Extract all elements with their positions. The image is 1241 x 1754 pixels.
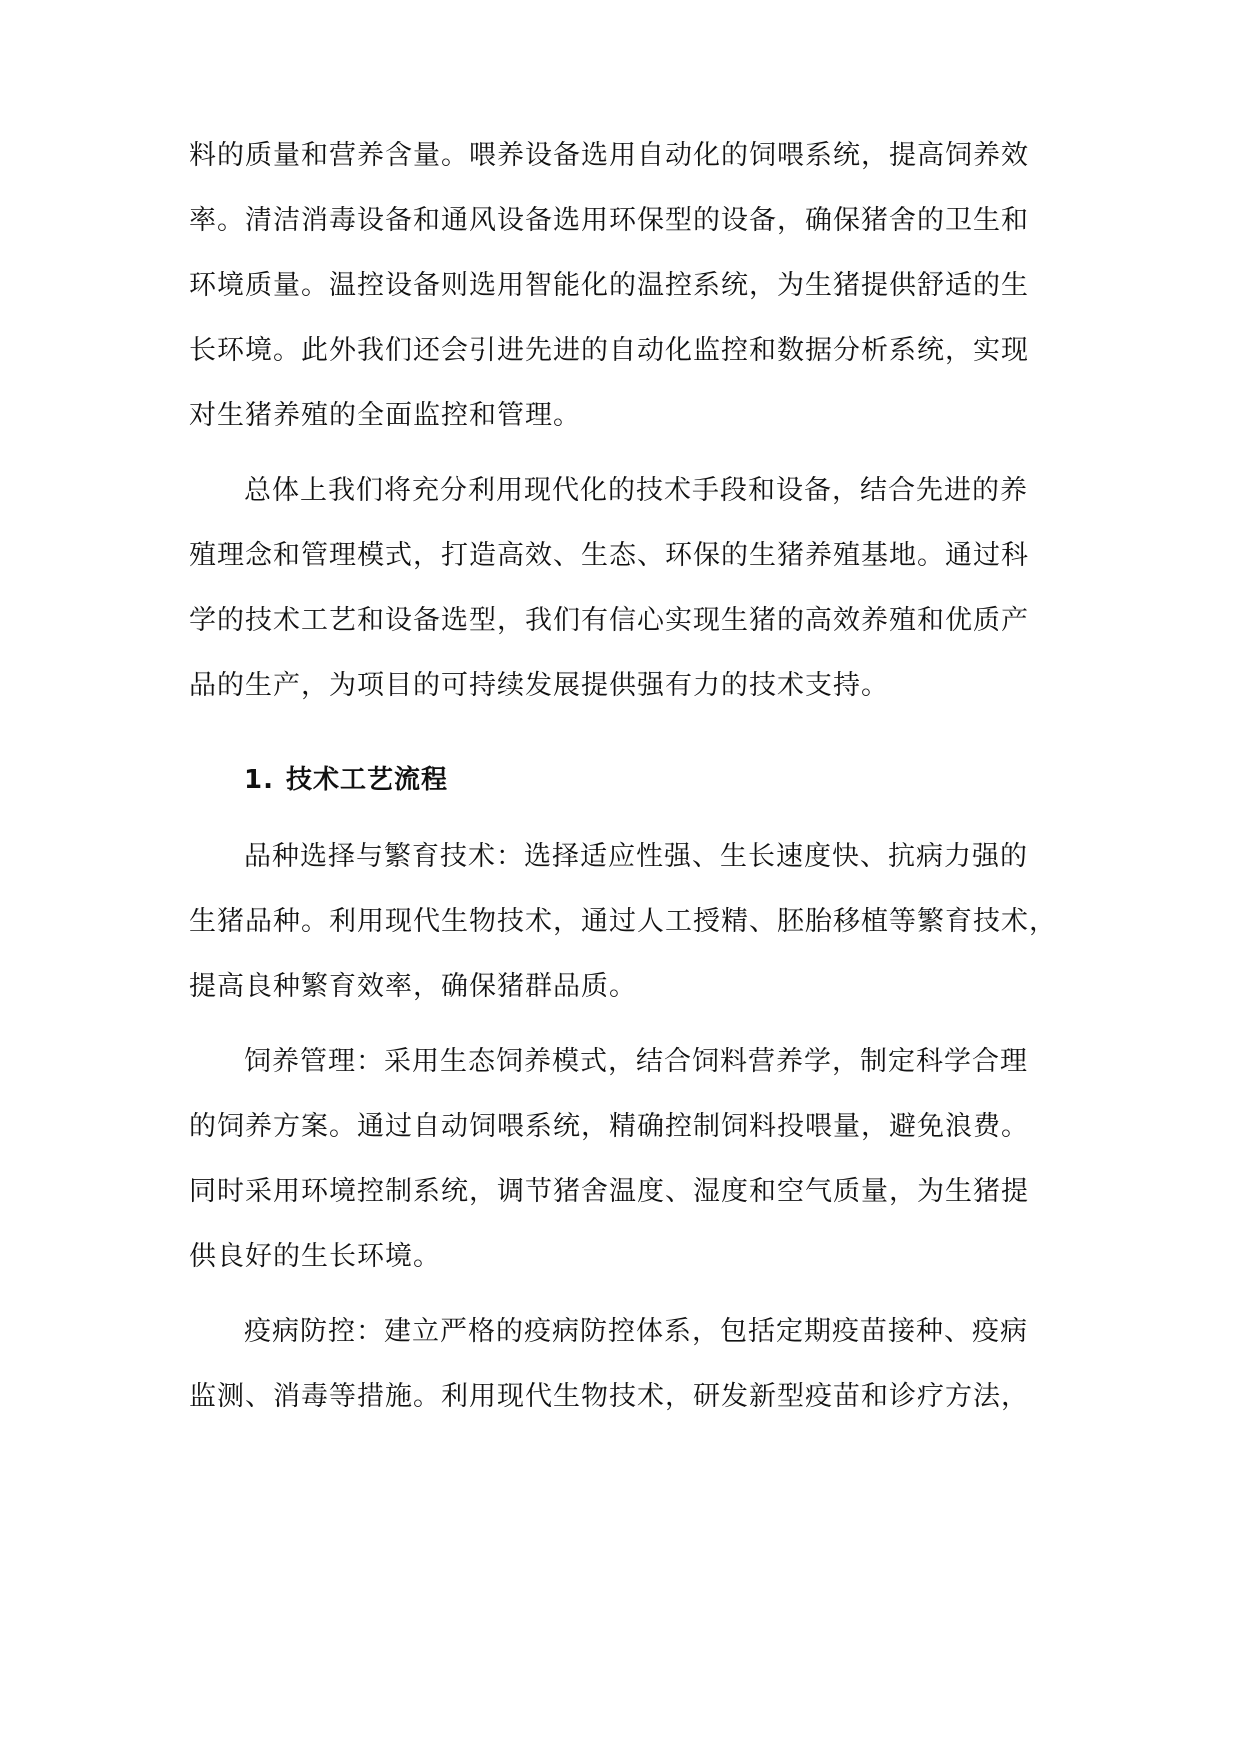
paragraph-2-line-2: 殖理念和管理模式，打造高效、生态、环保的生猪养殖基地。通过科 — [189, 540, 1029, 571]
section-heading — [244, 760, 1049, 800]
paragraph-5-line-1: 疫病防控：建立严格的疫病防控体系，包括定期疫苗接种、疫病 — [244, 1316, 1028, 1347]
paragraph-1-line-1: 料的质量和营养含量。喂养设备选用自动化的饲喂系统，提高饲养效 — [189, 140, 1029, 171]
paragraph-4-line-1: 饲养管理：采用生态饲养模式，结合饲料营养学，制定科学合理 — [244, 1046, 1028, 1077]
paragraph-2-line-3: 学的技术工艺和设备选型，我们有信心实现生猪的高效养殖和优质产 — [189, 605, 1029, 636]
paragraph-2-line-4: 品的生产，为项目的可持续发展提供强有力的技术支持。 — [189, 670, 889, 701]
paragraph-1-line-4: 长环境。此外我们还会引进先进的自动化监控和数据分析系统，实现 — [189, 335, 1029, 366]
paragraph-4-line-4: 供良好的生长环境。 — [189, 1241, 441, 1272]
paragraph-1-line-5: 对生猪养殖的全面监控和管理。 — [189, 400, 581, 431]
paragraph-1-line-3: 环境质量。温控设备则选用智能化的温控系统，为生猪提供舒适的生 — [189, 270, 1029, 301]
paragraph-3-line-1: 品种选择与繁育技术：选择适应性强、生长速度快、抗病力强的 — [244, 841, 1028, 872]
section-heading-title: 技术工艺流程 — [286, 765, 449, 795]
paragraph-5-line-2: 监测、消毒等措施。利用现代生物技术，研发新型疫苗和诊疗方法， — [189, 1381, 1029, 1412]
paragraph-4-line-3: 同时采用环境控制系统，调节猪舍温度、湿度和空气质量，为生猪提 — [189, 1176, 1029, 1207]
paragraph-1-line-2: 率。清洁消毒设备和通风设备选用环保型的设备，确保猪舍的卫生和 — [189, 205, 1029, 236]
section-heading-number: 1. — [244, 765, 274, 795]
paragraph-4-line-2: 的饲养方案。通过自动饲喂系统，精确控制饲料投喂量，避免浪费。 — [189, 1111, 1029, 1142]
paragraph-2-line-1: 总体上我们将充分利用现代化的技术手段和设备，结合先进的养 — [244, 475, 1028, 506]
paragraph-3-line-3: 提高良种繁育效率，确保猪群品质。 — [189, 971, 637, 1002]
paragraph-3-line-2: 生猪品种。利用现代生物技术，通过人工授精、胚胎移植等繁育技术， — [189, 906, 1057, 937]
